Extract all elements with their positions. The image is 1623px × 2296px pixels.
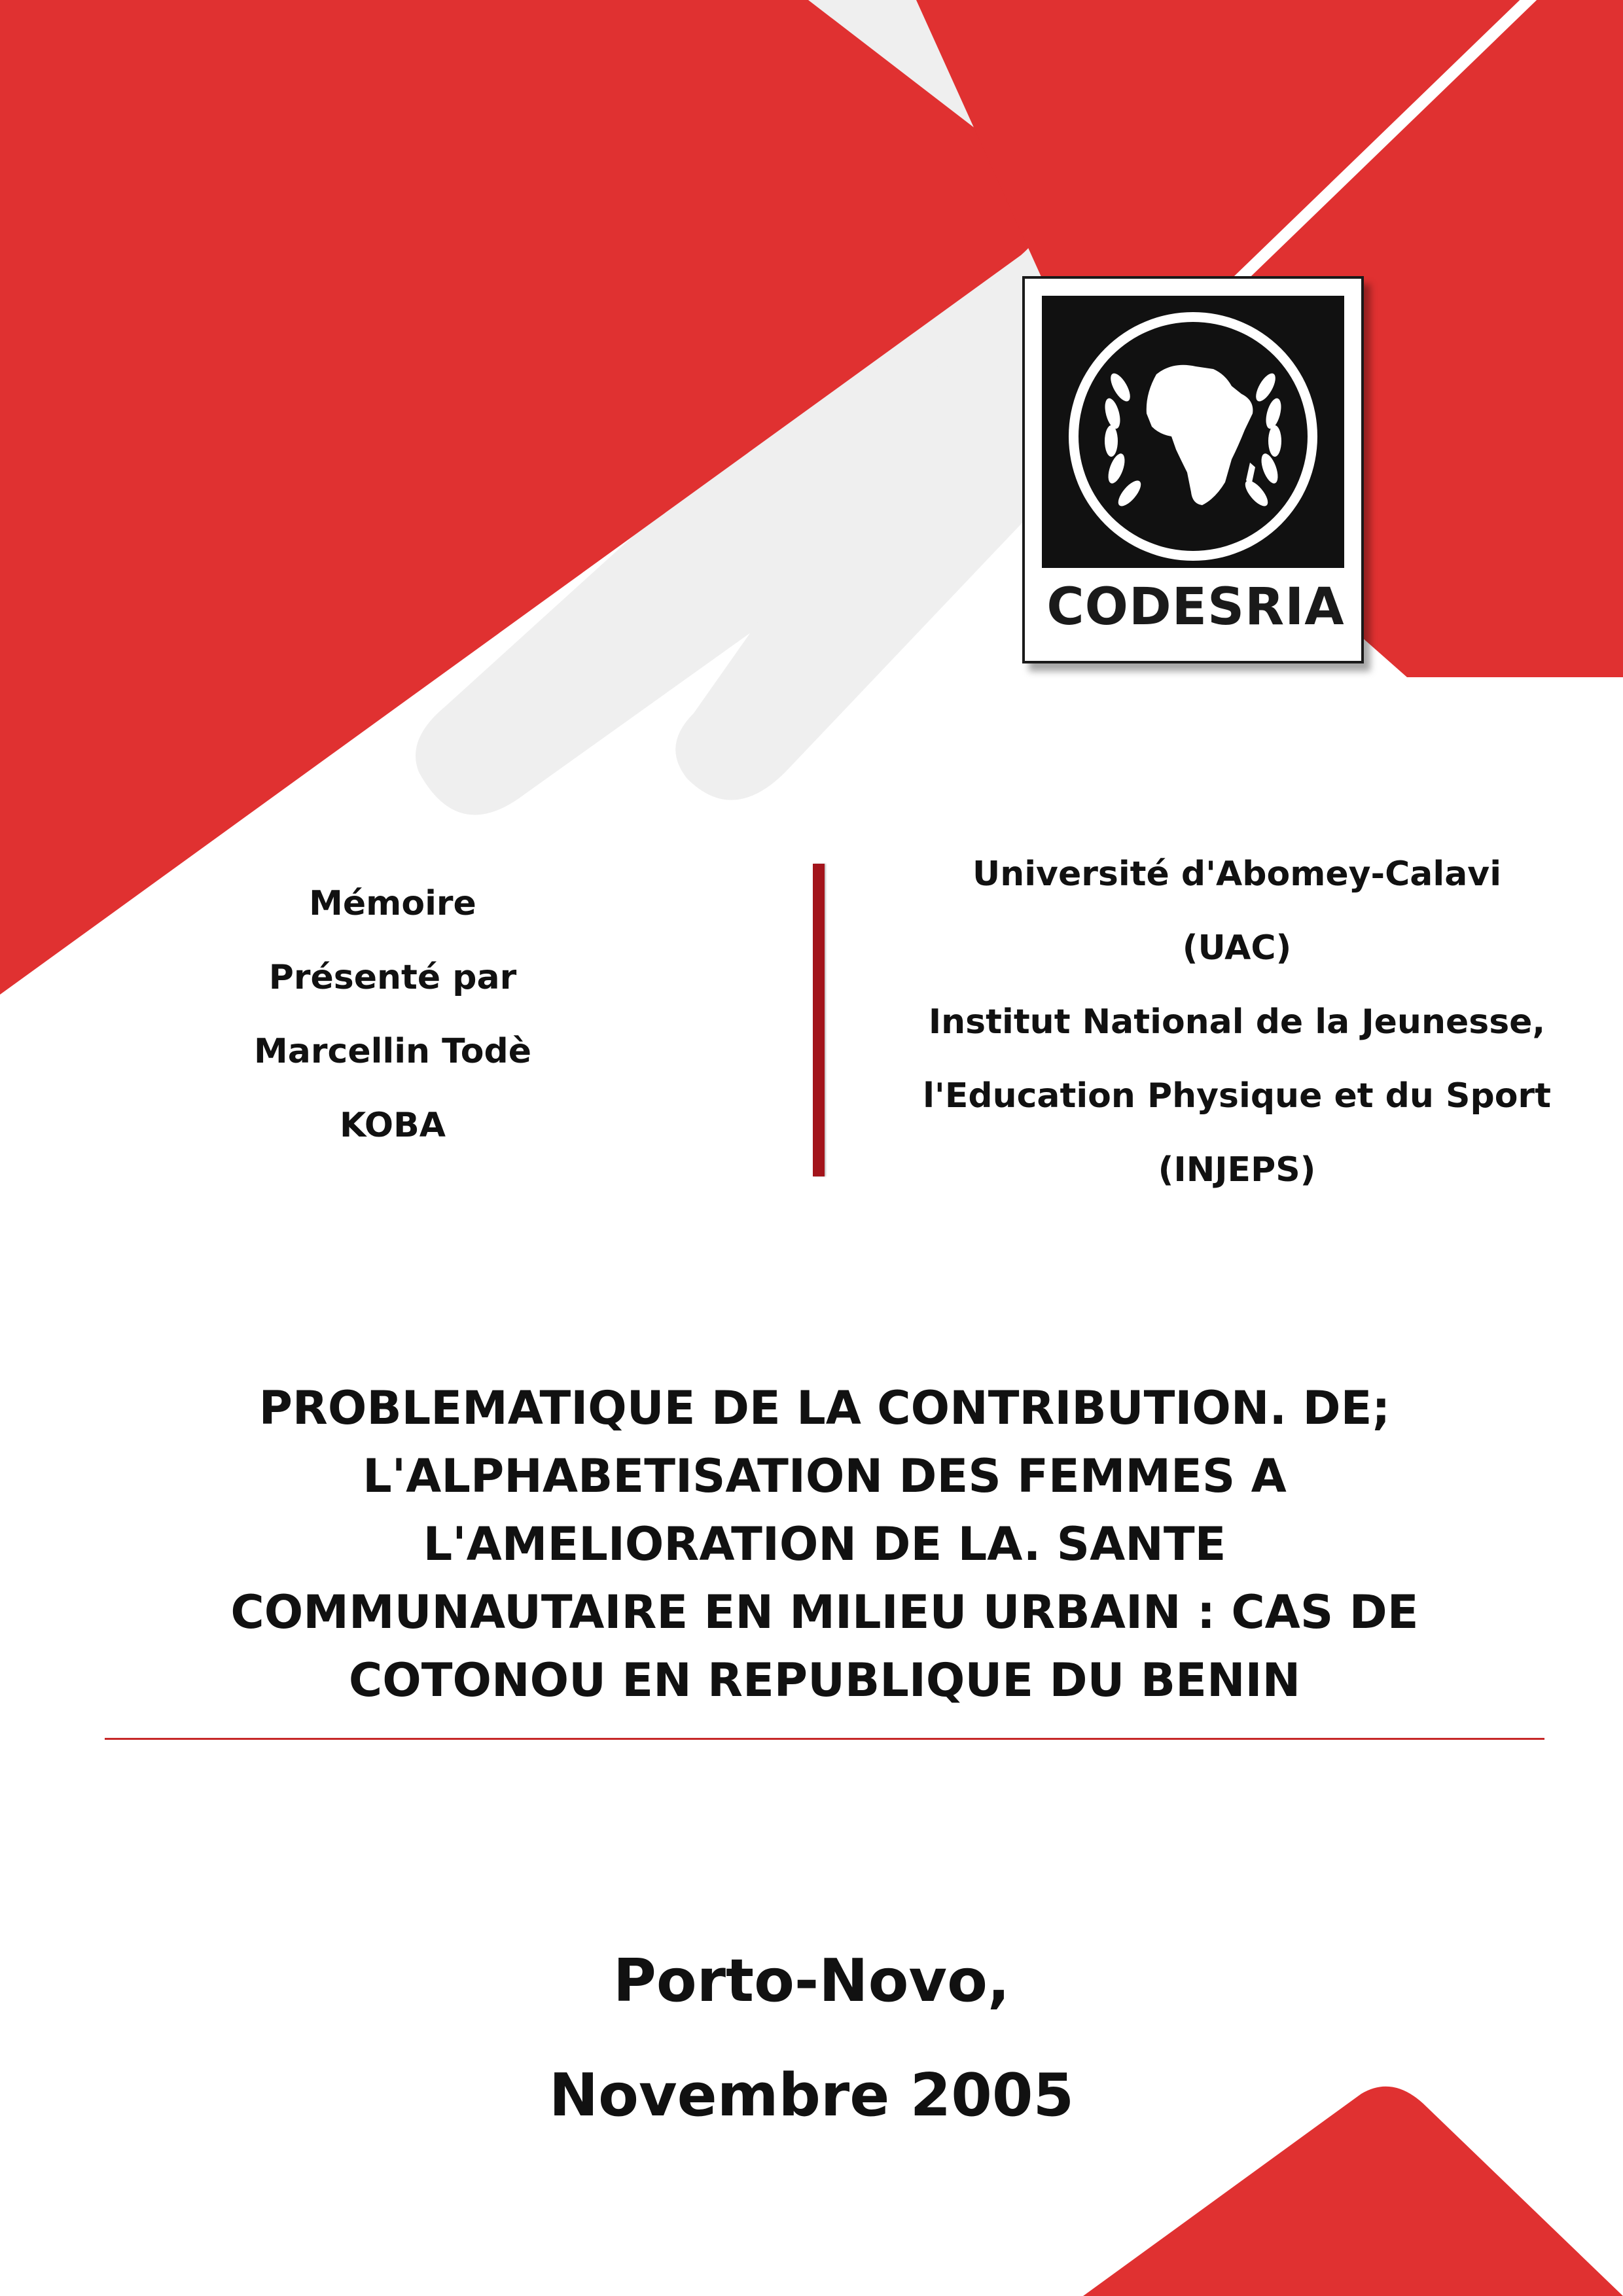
author-block <box>196 867 589 1163</box>
institute-acronym: (INJEPS) <box>1158 1150 1316 1190</box>
logo-text: CODESRIA <box>1042 568 1349 646</box>
institution-block <box>851 838 1623 1207</box>
codesria-logo <box>1022 276 1364 663</box>
title-line: L'AMELIORATION DE LA. SANTE <box>423 1517 1226 1571</box>
title-line: L'ALPHABETISATION DES FEMMES A <box>363 1449 1287 1503</box>
institute-name-line2: l'Education Physique et du Sport <box>923 1076 1551 1116</box>
institute-name-line1: Institut National de la Jeunesse, <box>928 1002 1546 1042</box>
university-acronym: (UAC) <box>1182 928 1292 968</box>
university-name: Université d'Abomey-Calavi <box>972 855 1502 894</box>
author-name: Marcellin Todè <box>254 1032 531 1071</box>
title-line: PROBLEMATIQUE DE LA CONTRIBUTION. DE; <box>259 1381 1391 1435</box>
title-underline <box>105 1738 1544 1740</box>
author-surname: KOBA <box>339 1106 446 1145</box>
title-line: COTONOU EN REPUBLIQUE DU BENIN <box>348 1653 1301 1707</box>
place: Porto-Novo, <box>613 1947 1010 2015</box>
vertical-divider <box>813 864 825 1176</box>
date: Novembre 2005 <box>548 2061 1075 2130</box>
presented-by-label: Présenté par <box>268 958 517 997</box>
document-type: Mémoire <box>309 884 476 923</box>
document-title <box>105 1374 1544 1714</box>
title-line: COMMUNAUTAIRE EN MILIEU URBAIN : CAS DE <box>230 1585 1419 1639</box>
africa-laurel-emblem-icon <box>1042 296 1344 571</box>
